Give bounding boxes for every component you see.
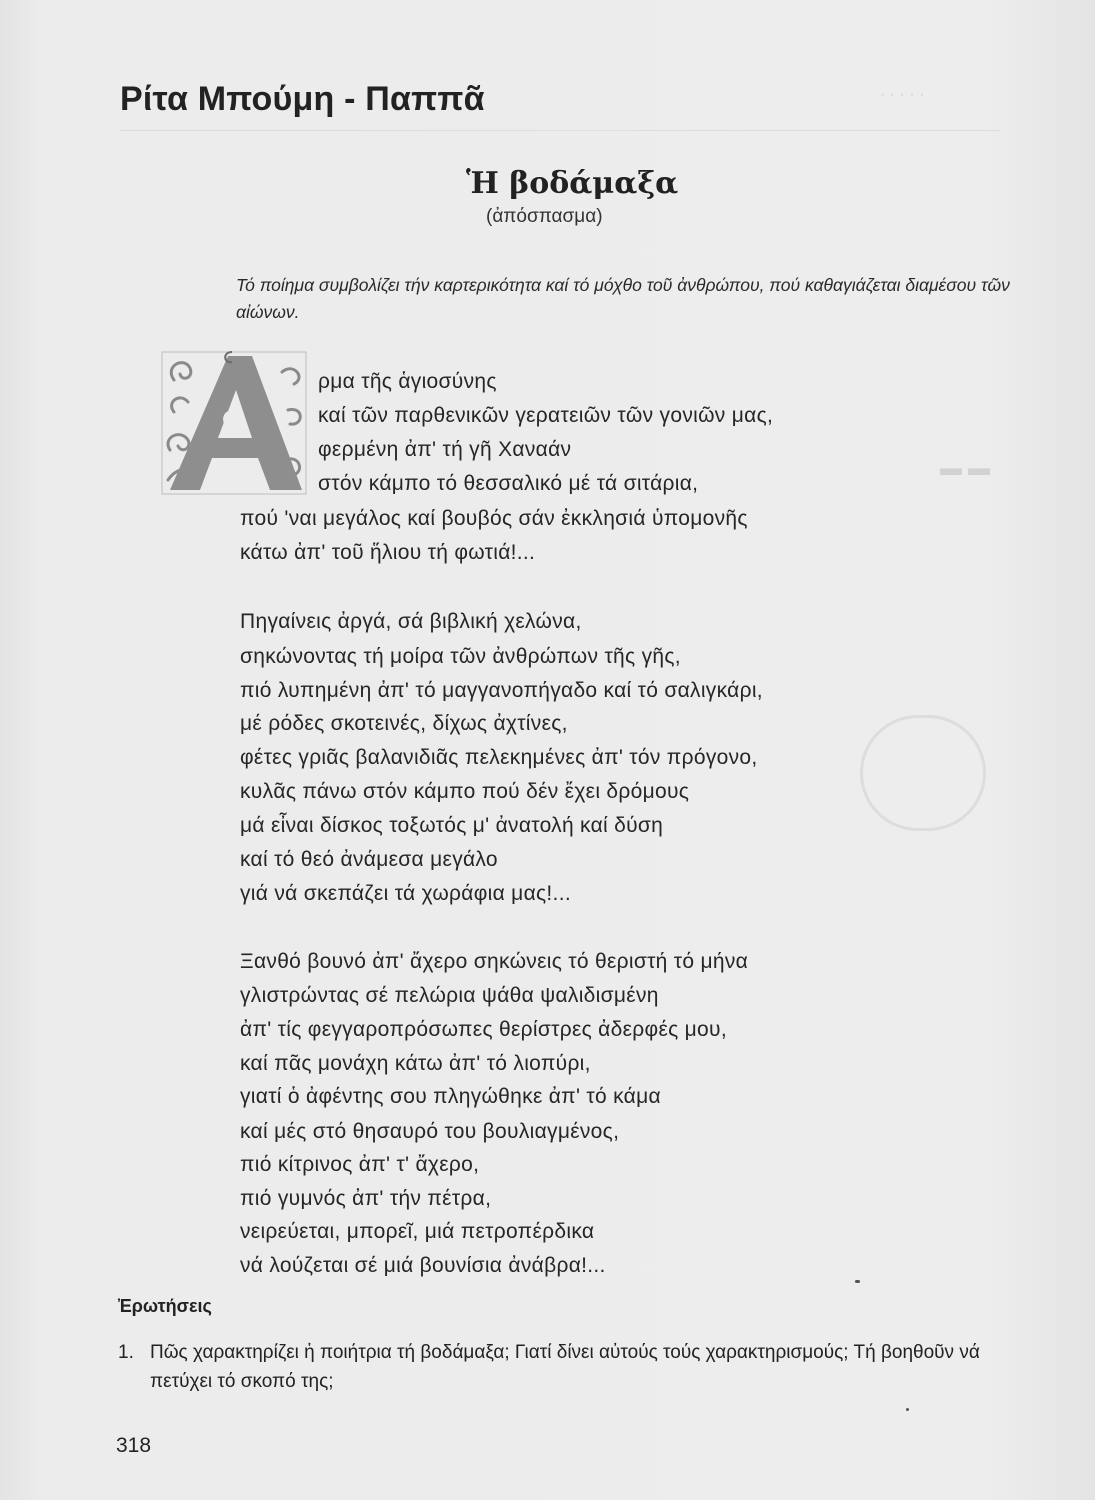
print-speck bbox=[906, 1408, 909, 1411]
poem-line: Ξανθό βουνό ἀπ' ἄχερο σηκώνεις τό θεριστή τό μήνα bbox=[240, 950, 749, 973]
poem-line: ἀπ' τίς φεγγαροπρόσωπες θερίστρες ἀδερφές μου, bbox=[240, 1018, 727, 1041]
poem-line: Πηγαίνεις ἀργά, σά βιβλική χελώνα, bbox=[240, 610, 582, 633]
poem-line: καί μές στό θησαυρό του βουλιαγμένος, bbox=[240, 1120, 620, 1143]
poem-line: γιά νά σκεπάζει τά χωράφια μας!... bbox=[240, 882, 571, 905]
poem-line: σηκώνοντας τή μοίρα τῶν ἀνθρώπων τῆς γῆς, bbox=[240, 645, 681, 668]
poem-line: καί τῶν παρθενικῶν γερατειῶν τῶν γονιῶν μας, bbox=[318, 404, 774, 427]
poem-line: κάτω ἀπ' τοῦ ἥλιου τή φωτιά!... bbox=[240, 541, 536, 564]
question-item bbox=[118, 1338, 1018, 1396]
print-speck bbox=[855, 1280, 860, 1283]
poem-line: ρμα τῆς ἁγιοσύνης bbox=[318, 370, 497, 393]
poem-line: καί τό θεό ἀνάμεσα μεγάλο bbox=[240, 848, 498, 871]
book-page: · · · · · ▬ ▬ Ρίτα Μπούμη - Παππᾶ Ἡ βοδάμαξα (ἀπόσπασμα) Τό ποίημα συμβολίζει τήν καρτερικότητα καί τό μόχθο τοῦ ἀνθρώπου, πού καθαγιάζεται διαμέσου τῶν αἰώνων. ρμα τῆς ἁγιοσύνης καί τῶν παρθενικῶν γερατειῶν τῶν γονιῶν μας, φερμένη ἀπ' τή γῆ Χαναάν στόν κάμπο τό θεσσαλικό μέ τά σιτάρια, πού 'ναι μεγάλος καί βουβός σάν ἐκκλησιά ὑπομονῆς κάτω ἀπ' τοῦ ἥλιου τή φωτιά!... Πηγαίνεις ἀργά, σά βιβλική χελώνα, σηκώνοντας τή μοίρα τῶν ἀνθρώπων τῆς γῆς, πιό λυπημένη ἀπ' τό μαγγανοπήγαδο καί τό σαλιγκάρι, μέ ρόδες σκοτεινές, δίχως ἀχτίνες, φέτες γριᾶς βαλανιδιᾶς πελεκημένες ἀπ' τόν πρόγονο, κυλᾶς πάνω στόν κάμπο πού δέν ἔχει δρόμους μά εἶναι δίσκος τοξωτός μ' ἀνατολή καί δύση καί τό θεό ἀνάμεσα μεγάλο γιά νά σκεπάζει τά χωράφια μας!... Ξανθό βουνό ἀπ' ἄχερο σηκώνεις τό θεριστή τό μήνα γλιστρώντας σέ πελώρια ψάθα ψαλιδισμένη ἀπ' τίς φεγγαροπρόσωπες θερίστρες ἀδερφές μου, καί πᾶς μονάχη κάτω ἀπ' τό λιοπύρι, γιατί ὁ ἀφέντης σου πληγώθηκε ἀπ' τό κάμα καί μές στό θησαυρό του βουλιαγμένος, πιό κίτρινος ἀπ' τ' ἄχερο, πιό γυμνός ἀπ' τήν πέτρα, νειρεύεται, μπορεῖ, μιά πετροπέρδικα νά λούζεται σέ μιά βουνίσια ἀνάβρα!... Ἐρωτήσεις 1. Πῶς χαρακτηρίζει ἡ ποιήτρια τή βοδάμαξα; Γιατί δίνει αὐτούς τούς χαρακτηρισμούς; Τή βοηθοῦν νά πετύχει τό σκοπό της; 318 bbox=[0, 0, 1095, 1500]
poem-line: γλιστρώντας σέ πελώρια ψάθα ψαλιδισμένη bbox=[240, 984, 659, 1007]
questions-heading: Ἐρωτήσεις bbox=[118, 1296, 212, 1316]
decorative-initial-letter bbox=[160, 350, 308, 496]
poem-line: μά εἶναι δίσκος τοξωτός μ' ἀνατολή καί δύση bbox=[240, 814, 664, 837]
ornamental-initial-a-icon bbox=[160, 350, 308, 496]
poem-line: κυλᾶς πάνω στόν κάμπο πού δέν ἔχει δρόμους bbox=[240, 780, 690, 803]
question-text: Πῶς χαρακτηρίζει ἡ ποιήτρια τή βοδάμαξα; Γιατί δίνει αὐτούς τούς χαρακτηρισμούς; Τή βοηθοῦν νά πετύχει τό σκοπό της; bbox=[150, 1342, 980, 1392]
page-number: 318 bbox=[116, 1434, 152, 1457]
poem-line: στόν κάμπο τό θεσσαλικό μέ τά σιτάρια, bbox=[318, 472, 699, 495]
poem-line: φερμένη ἀπ' τή γῆ Χαναάν bbox=[318, 438, 572, 461]
poem-line: νειρεύεται, μπορεῖ, μιά πετροπέρδικα bbox=[240, 1220, 595, 1243]
poem-line: μέ ρόδες σκοτεινές, δίχως ἀχτίνες, bbox=[240, 712, 568, 735]
poem-subtitle: (ἀπόσπασμα) bbox=[486, 206, 603, 227]
poem-introduction: Τό ποίημα συμβολίζει τήν καρτερικότητα καί τό μόχθο τοῦ ἀνθρώπου, πού καθαγιάζεται διαμέσου τῶν αἰώνων. bbox=[236, 275, 1010, 322]
author-name: Ρίτα Μπούμη - Παππᾶ bbox=[120, 80, 485, 118]
question-number: 1. bbox=[118, 1342, 134, 1363]
poem-line: πιό κίτρινος ἀπ' τ' ἄχερο, bbox=[240, 1153, 480, 1176]
poem-line: φέτες γριᾶς βαλανιδιᾶς πελεκημένες ἀπ' τόν πρόγονο, bbox=[240, 746, 758, 769]
poem-title: Ἡ βοδάμαξα bbox=[466, 166, 679, 201]
poem-line: καί πᾶς μονάχη κάτω ἀπ' τό λιοπύρι, bbox=[240, 1052, 591, 1075]
poem-line: πού 'ναι μεγάλος καί βουβός σάν ἐκκλησιά ὑπομονῆς bbox=[240, 507, 748, 530]
poem-line: γιατί ὁ ἀφέντης σου πληγώθηκε ἀπ' τό κάμα bbox=[240, 1085, 661, 1108]
poem-line: νά λούζεται σέ μιά βουνίσια ἀνάβρα!... bbox=[240, 1254, 606, 1277]
poem-line: πιό λυπημένη ἀπ' τό μαγγανοπήγαδο καί τό σαλιγκάρι, bbox=[240, 679, 763, 702]
poem-line: πιό γυμνός ἀπ' τήν πέτρα, bbox=[240, 1187, 492, 1210]
